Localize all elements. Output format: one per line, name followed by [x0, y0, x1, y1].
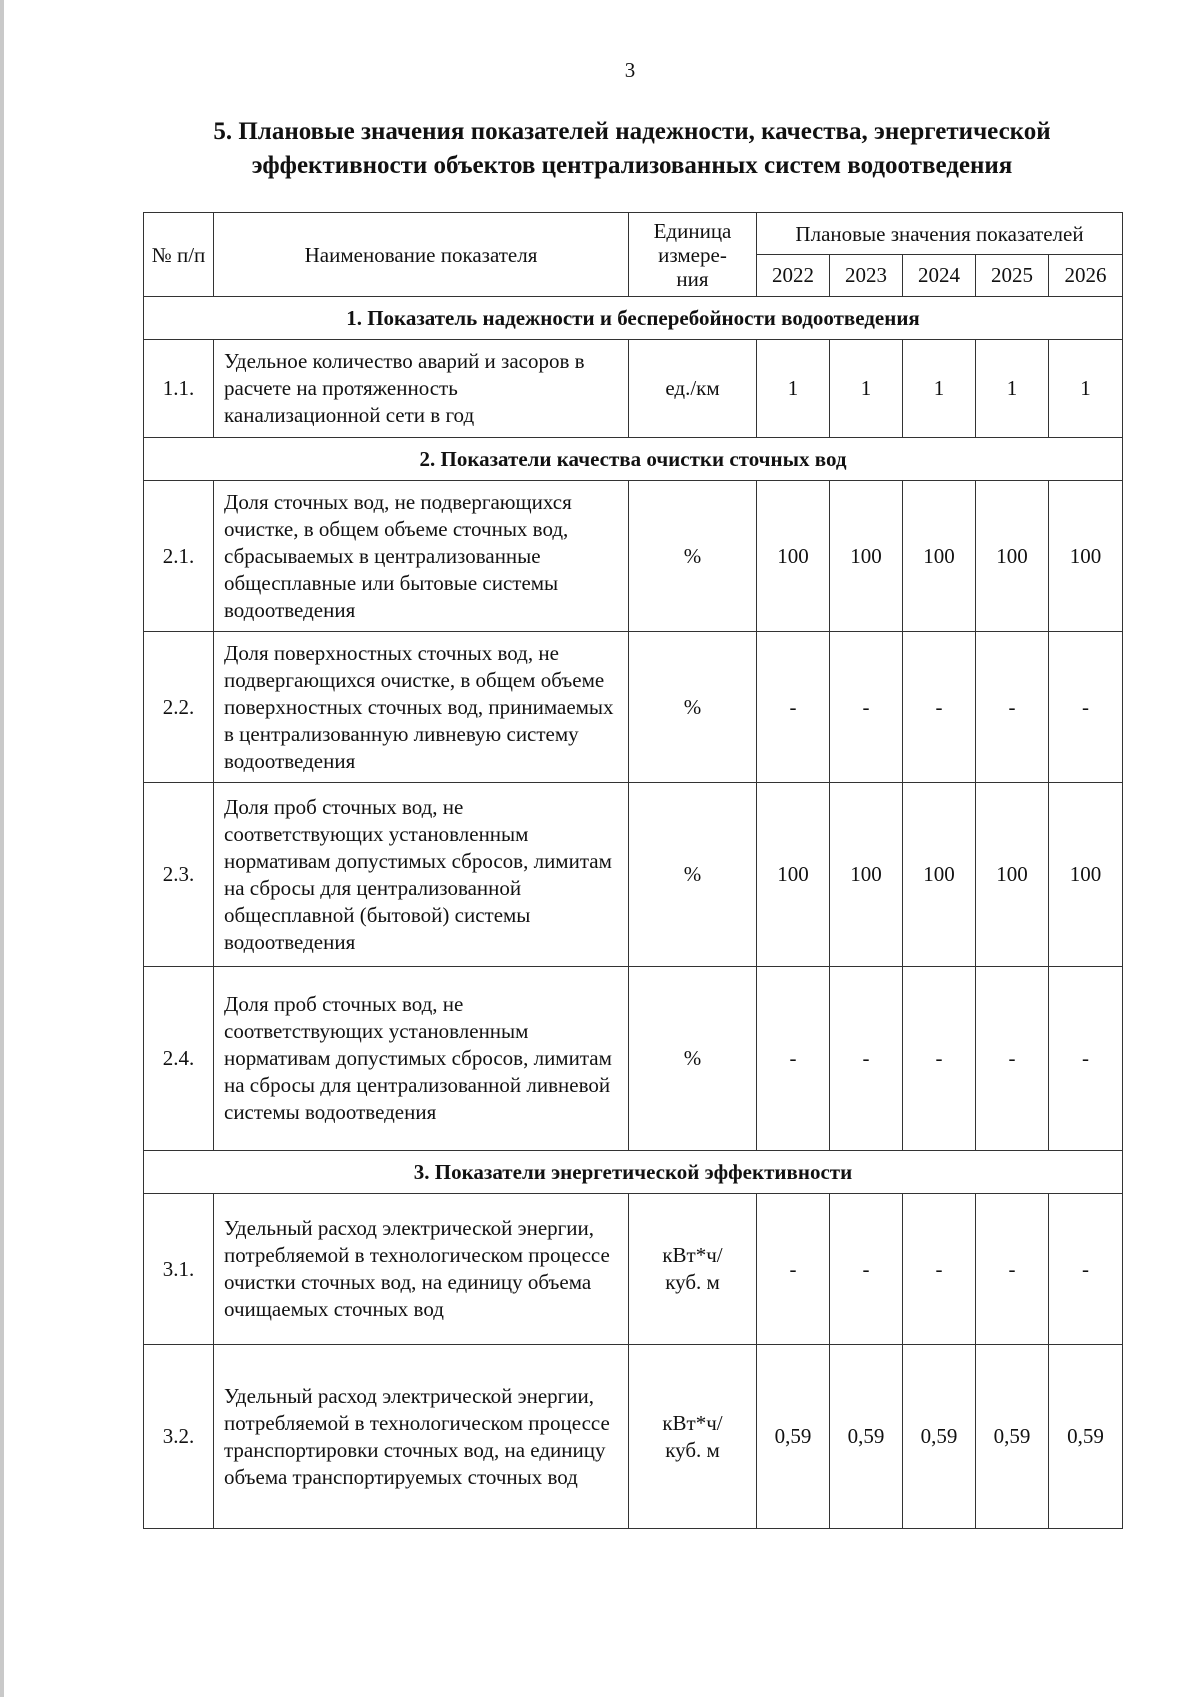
row-value: -: [757, 967, 830, 1151]
row-value: -: [1049, 1194, 1123, 1345]
row-value: 100: [976, 481, 1049, 632]
header-year: 2026: [1049, 255, 1123, 297]
row-value: -: [903, 632, 976, 783]
row-value: 100: [757, 481, 830, 632]
section-title: 3. Показатели энергетической эффективности: [144, 1151, 1123, 1194]
row-value: 0,59: [976, 1345, 1049, 1529]
row-name: Доля проб сточных вод, не соответствующих установленным нормативам допустимых сбросов, лимитам на сбросы для централизованной ливневой системы водоотведения: [214, 967, 629, 1151]
section-row: [144, 438, 1123, 481]
page-number: 3: [624, 58, 636, 82]
row-unit: %: [629, 783, 757, 967]
row-value: 100: [903, 481, 976, 632]
table-row: [144, 340, 1123, 438]
row-value: 100: [830, 783, 903, 967]
table-row: [144, 1345, 1123, 1529]
section-title: 2. Показатели качества очистки сточных вод: [144, 438, 1123, 481]
row-num: 3.1.: [144, 1194, 214, 1345]
row-unit: кВт*ч/ куб. м: [629, 1345, 757, 1529]
row-value: -: [757, 1194, 830, 1345]
title-line-1: 5. Плановые значения показателей надежности, качества, энергетической: [213, 118, 1051, 145]
header-row-1: [144, 213, 1123, 255]
row-unit: %: [629, 967, 757, 1151]
header-year: 2025: [976, 255, 1049, 297]
title-line-2: эффективности объектов централизованных систем водоотведения: [251, 152, 1013, 179]
row-value: 1: [830, 340, 903, 438]
header-unit: Единица измере- ния: [629, 213, 757, 297]
row-num: 2.1.: [144, 481, 214, 632]
indicators-table: [143, 212, 1123, 1529]
table-row: [144, 632, 1123, 783]
row-value: -: [757, 632, 830, 783]
row-value: -: [1049, 632, 1123, 783]
row-unit: %: [629, 632, 757, 783]
row-value: -: [830, 632, 903, 783]
row-num: 2.3.: [144, 783, 214, 967]
row-value: 0,59: [1049, 1345, 1123, 1529]
row-value: 100: [1049, 783, 1123, 967]
header-year: 2024: [903, 255, 976, 297]
row-name: Доля поверхностных сточных вод, не подвергающихся очистке, в общем объеме поверхностных сточных вод, принимаемых в централизованную ливневую систему водоотведения: [214, 632, 629, 783]
header-plan: Плановые значения показателей: [757, 213, 1123, 255]
row-name: Удельное количество аварий и засоров в расчете на протяженность канализационной сети в год: [214, 340, 629, 438]
row-value: 1: [976, 340, 1049, 438]
row-value: 1: [757, 340, 830, 438]
header-num: № п/п: [144, 213, 214, 297]
row-value: 1: [1049, 340, 1123, 438]
row-value: 0,59: [757, 1345, 830, 1529]
row-value: 100: [830, 481, 903, 632]
row-value: -: [976, 967, 1049, 1151]
row-value: -: [976, 1194, 1049, 1345]
table-row: [144, 783, 1123, 967]
row-value: 100: [757, 783, 830, 967]
header-year: 2022: [757, 255, 830, 297]
row-value: 100: [976, 783, 1049, 967]
header-year: 2023: [830, 255, 903, 297]
row-value: -: [1049, 967, 1123, 1151]
row-value: 1: [903, 340, 976, 438]
section-row: [144, 1151, 1123, 1194]
row-value: -: [903, 1194, 976, 1345]
row-num: 3.2.: [144, 1345, 214, 1529]
row-name: Доля проб сточных вод, не соответствующих установленным нормативам допустимых сбросов, лимитам на сбросы для централизованной общесплавной (бытовой) системы водоотведения: [214, 783, 629, 967]
row-value: 100: [903, 783, 976, 967]
row-unit: ед./км: [629, 340, 757, 438]
row-value: 100: [1049, 481, 1123, 632]
table-row: [144, 967, 1123, 1151]
row-num: 2.2.: [144, 632, 214, 783]
row-value: -: [830, 967, 903, 1151]
section-row: [144, 297, 1123, 340]
row-name: Доля сточных вод, не подвергающихся очистке, в общем объеме сточных вод, сбрасываемых в централизованные общесплавные или бытовые системы водоотведения: [214, 481, 629, 632]
row-value: -: [903, 967, 976, 1151]
row-value: 0,59: [903, 1345, 976, 1529]
row-num: 1.1.: [144, 340, 214, 438]
row-unit: %: [629, 481, 757, 632]
row-value: 0,59: [830, 1345, 903, 1529]
row-unit: кВт*ч/ куб. м: [629, 1194, 757, 1345]
table-row: [144, 481, 1123, 632]
row-value: -: [976, 632, 1049, 783]
document-title: [142, 115, 1122, 183]
row-value: -: [830, 1194, 903, 1345]
section-title: 1. Показатель надежности и бесперебойности водоотведения: [144, 297, 1123, 340]
scan-edge: [0, 0, 4, 1697]
row-num: 2.4.: [144, 967, 214, 1151]
row-name: Удельный расход электрической энергии, потребляемой в технологическом процессе транспортировки сточных вод, на единицу объема транспортируемых сточных вод: [214, 1345, 629, 1529]
row-name: Удельный расход электрической энергии, потребляемой в технологическом процессе очистки сточных вод, на единицу объема очищаемых сточных вод: [214, 1194, 629, 1345]
header-name: Наименование показателя: [214, 213, 629, 297]
table-row: [144, 1194, 1123, 1345]
